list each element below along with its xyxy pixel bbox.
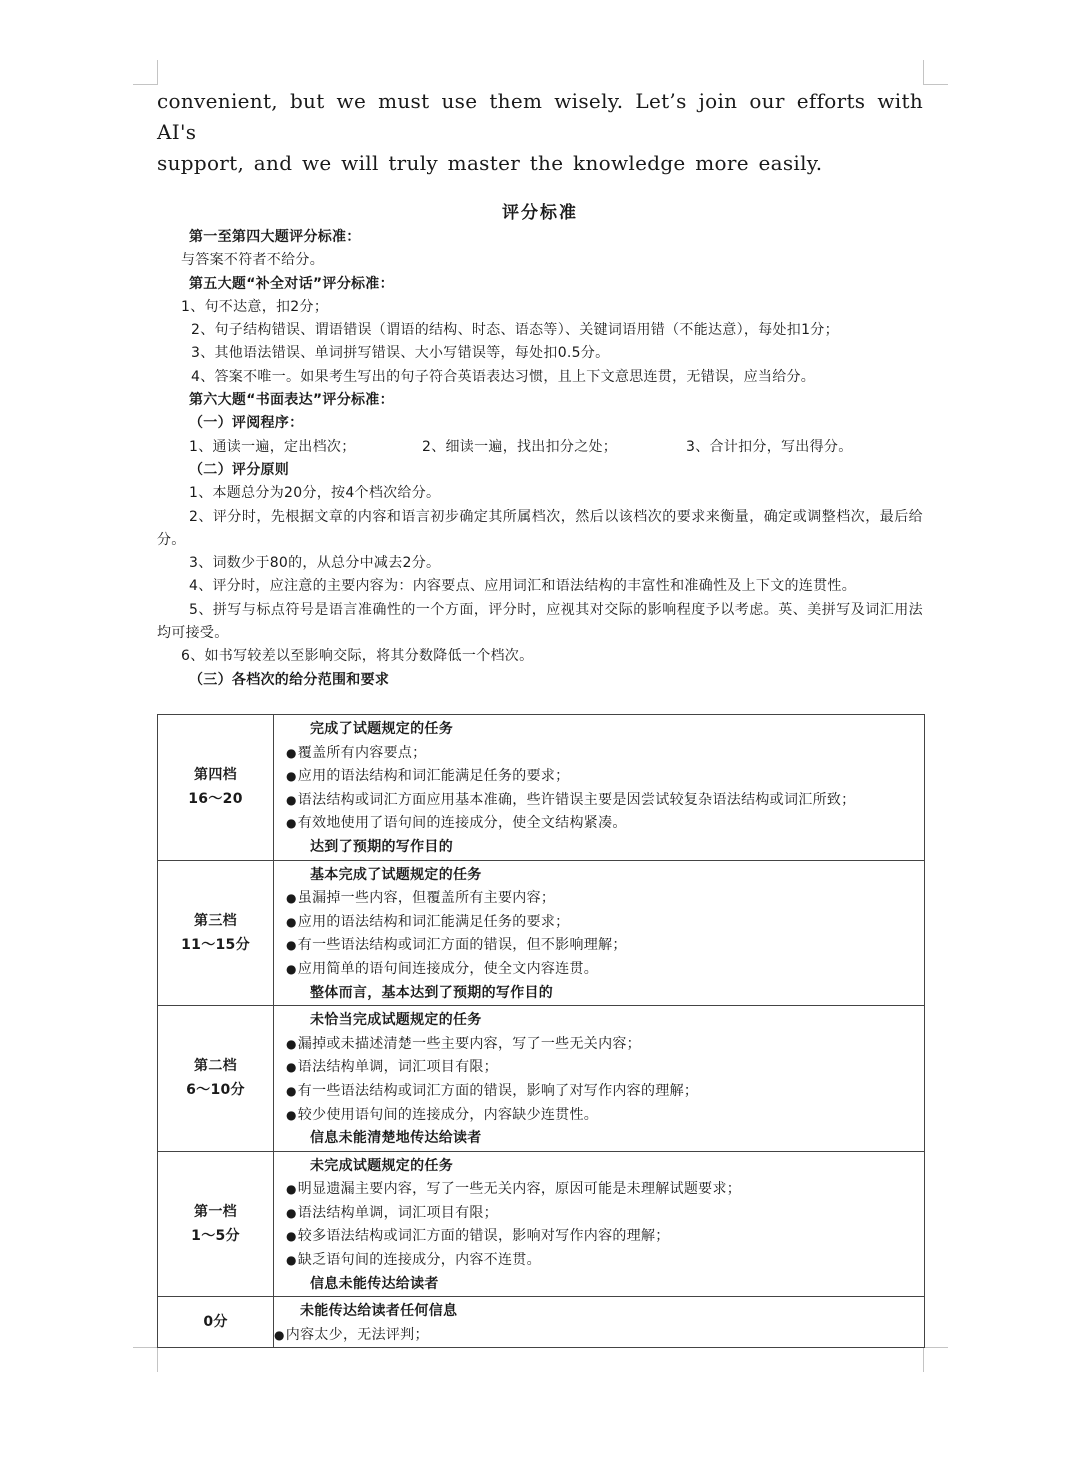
crop-mark-bottom-left — [133, 1347, 158, 1372]
grade-desc-cell — [274, 860, 925, 1006]
grade-desc-cell — [274, 715, 925, 861]
principle-item: 2、评分时，先根据文章的内容和语言初步确定其所属档次，然后以该档次的要求来衡量，确定或调整档次，最后给分。 — [157, 508, 923, 548]
grade-score-range: 1～5分 — [191, 1227, 240, 1244]
section-heading: 第一至第四大题评分标准： — [189, 229, 361, 245]
grade-foot: 整体而言，基本达到了预期的写作目的 — [310, 984, 554, 1001]
section-heading: 第五大题“补全对话”评分标准： — [189, 275, 394, 292]
grade-point: ● 明显遗漏主要内容，写了一些无关内容，原因可能是未理解试题要求； — [286, 1178, 924, 1202]
grade-point: ● 虽漏掉一些内容，但覆盖所有主要内容； — [286, 887, 924, 911]
grade-point: ● 语法结构单调，词汇项目有限； — [286, 1202, 924, 1226]
essay-ending — [157, 86, 923, 179]
principle-item: 6、如书写较差以至影响交际，将其分数降低一个档次。 — [181, 648, 534, 665]
grade-desc-cell — [274, 1006, 925, 1152]
grade-level-name: 第三档 — [194, 912, 237, 929]
grade-level-cell — [158, 1006, 274, 1152]
principle-item: 4、评分时，应注意的主要内容为：内容要点、应用词汇和语法结构的丰富性和准确性及上下文的连贯性。 — [189, 578, 857, 595]
grade-level-name: 第四档 — [194, 767, 237, 784]
procedure-step: 3、合计扣分，写出得分。 — [686, 438, 853, 455]
grade-head: 完成了试题规定的任务 — [310, 721, 453, 737]
sub-heading: （二）评分原则 — [189, 461, 290, 478]
grade-point: ● 漏掉或未描述清楚一些主要内容，写了一些无关内容； — [286, 1033, 924, 1057]
principle-item: 5、拼写与标点符号是语言准确性的一个方面，评分时，应视其对交际的影响程度予以考虑。英、美拼写及词汇用法均可接受。 — [157, 601, 923, 642]
grade-head: 未能传达给读者任何信息 — [300, 1303, 458, 1320]
criteria-body — [157, 226, 923, 692]
grade-table — [157, 714, 925, 1348]
grade-score-range: 16～20 — [188, 791, 243, 808]
grade-head: 未完成试题规定的任务 — [310, 1157, 453, 1174]
grade-row — [158, 715, 925, 861]
grade-desc-cell — [274, 1297, 925, 1348]
sub-heading: （一）评阅程序： — [189, 415, 304, 432]
grade-level-name: 第一档 — [194, 1203, 237, 1220]
grade-score-range: 6～10分 — [186, 1082, 245, 1099]
crop-mark-top-left — [133, 60, 158, 85]
grade-point: ● 覆盖所有内容要点； — [286, 742, 924, 766]
grade-point: ● 有一些语法结构或词汇方面的错误，影响了对写作内容的理解； — [286, 1080, 924, 1104]
procedure-step: 1、通读一遍，定出档次； — [189, 438, 356, 455]
grade-foot: 达到了预期的写作目的 — [310, 838, 453, 855]
criteria-item: 4、答案不唯一。如果考生写出的句子符合英语表达习惯，且上下文意思连贯，无错误，应当给分。 — [191, 368, 816, 385]
grade-point: ● 有效地使用了语句间的连接成分，使全文结构紧凑。 — [286, 812, 924, 836]
grade-row — [158, 860, 925, 1006]
grade-point: ● 语法结构单调，词汇项目有限； — [286, 1056, 924, 1080]
grade-level-cell — [158, 1151, 274, 1297]
procedure-steps — [157, 436, 923, 459]
page-title: 评分标准 — [502, 203, 578, 223]
crop-mark-bottom-right — [923, 1347, 948, 1372]
grade-level-cell — [158, 860, 274, 1006]
grade-desc-cell — [274, 1151, 925, 1297]
grade-foot: 信息未能传达给读者 — [310, 1275, 439, 1292]
grade-level-cell — [158, 1297, 274, 1348]
essay-line: support, and we will truly master the knowledge more easily. — [157, 151, 823, 175]
grade-row — [158, 1297, 925, 1348]
grade-row — [158, 1151, 925, 1297]
grade-level-cell — [158, 715, 274, 861]
grade-point: ● 较多语法结构或词汇方面的错误，影响对写作内容的理解； — [286, 1225, 924, 1249]
criteria-item: 1、句不达意，扣2分； — [181, 298, 329, 315]
section-text: 与答案不符者不给分。 — [181, 252, 324, 269]
criteria-item: 2、句子结构错误、谓语错误（谓语的结构、时态、语态等）、关键词语用错（不能达意），每处扣1分； — [191, 322, 839, 339]
grade-point: ● 内容太少，无法评判； — [274, 1324, 924, 1348]
grade-level-name: 第二档 — [194, 1058, 237, 1075]
grade-point: ● 较少使用语句间的连接成分，内容缺少连贯性。 — [286, 1104, 924, 1128]
grade-level-name: 0分 — [203, 1314, 228, 1331]
grade-score-range: 11～15分 — [181, 936, 250, 953]
criteria-item: 3、其他语法错误、单词拼写错误、大小写错误等，每处扣0.5分。 — [191, 345, 610, 362]
grade-point: ● 语法结构或词汇方面应用基本准确，些许错误主要是因尝试较复杂语法结构或词汇所致； — [286, 789, 924, 813]
grade-point: ● 应用简单的语句间连接成分，使全文内容连贯。 — [286, 958, 924, 982]
grade-point: ● 有一些语法结构或词汇方面的错误，但不影响理解； — [286, 934, 924, 958]
grade-foot: 信息未能清楚地传达给读者 — [310, 1130, 482, 1147]
grade-point: ● 缺乏语句间的连接成分，内容不连贯。 — [286, 1249, 924, 1273]
principle-item: 1、本题总分为20分，按4个档次给分。 — [189, 485, 441, 502]
grade-point: ● 应用的语法结构和词汇能满足任务的要求； — [286, 911, 924, 935]
section-heading: 第六大题“书面表达”评分标准： — [189, 392, 394, 409]
principle-item: 3、词数少于80的，从总分中减去2分。 — [189, 555, 441, 572]
essay-line: convenient, but we must use them wisely. Let’s join our efforts with AI's — [157, 89, 923, 144]
grade-head: 基本完成了试题规定的任务 — [310, 866, 482, 883]
grade-row — [158, 1006, 925, 1152]
crop-mark-top-right — [923, 60, 948, 85]
grade-point: ● 应用的语法结构和词汇能满足任务的要求； — [286, 765, 924, 789]
procedure-step: 2、细读一遍，找出扣分之处； — [422, 438, 618, 455]
sub-heading: （三）各档次的给分范围和要求 — [189, 671, 390, 688]
grade-head: 未恰当完成试题规定的任务 — [310, 1012, 482, 1029]
